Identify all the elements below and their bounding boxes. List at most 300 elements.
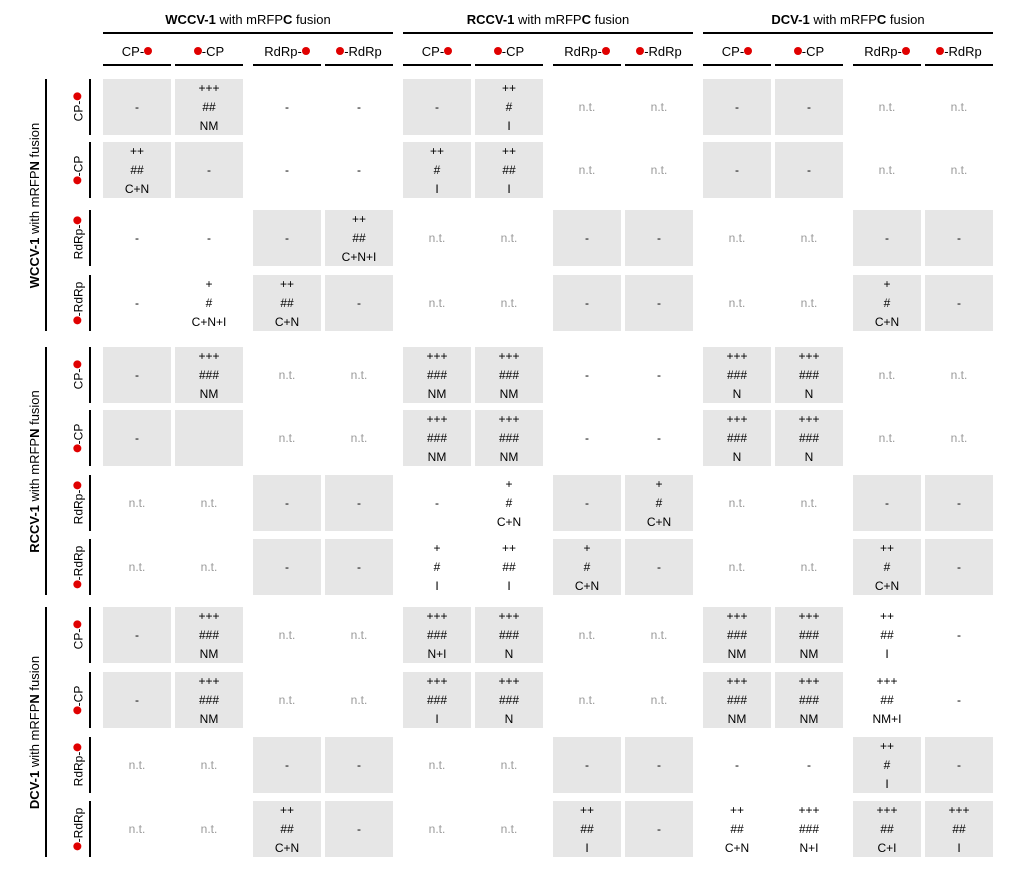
cell-value: + [883, 276, 891, 291]
cell-value: - [585, 367, 589, 382]
cell-value: n.t. [878, 99, 896, 114]
row-header-construct [71, 424, 85, 453]
cell-value: - [885, 230, 889, 245]
matrix-cell [625, 672, 693, 728]
column-group-title [103, 12, 393, 32]
matrix-cell [175, 210, 243, 266]
matrix-cell [175, 672, 243, 728]
matrix-cell [103, 801, 171, 857]
matrix-cell [475, 410, 543, 466]
matrix-cell [175, 539, 243, 595]
matrix-cell [475, 275, 543, 331]
cell-value: # [655, 495, 663, 510]
cell-value: n.t. [200, 559, 218, 574]
cell-value: n.t. [578, 162, 596, 177]
cell-value: + [433, 540, 441, 555]
matrix-cell [325, 737, 393, 793]
matrix-cell [475, 475, 543, 531]
column-group-fusion-word: fusion [590, 12, 630, 27]
row-group-title [27, 655, 42, 808]
cell-value: + [205, 276, 213, 291]
cell-value: - [585, 495, 589, 510]
matrix-cell [325, 142, 393, 198]
cell-value: ## [952, 821, 966, 836]
cell-value: ### [726, 627, 748, 642]
cell-value: - [585, 295, 589, 310]
cell-value: # [433, 162, 441, 177]
cell-value: +++ [498, 673, 520, 688]
column-group-label-text: with mRFP [514, 12, 582, 27]
matrix-cell [403, 672, 471, 728]
matrix-cell [703, 607, 771, 663]
matrix-cell [175, 142, 243, 198]
cell-value: n.t. [950, 367, 968, 382]
cell-value: n.t. [200, 821, 218, 836]
cell-value: n.t. [650, 99, 668, 114]
matrix-cell [703, 210, 771, 266]
cell-value: ++ [579, 802, 594, 817]
column-header-underline [853, 64, 921, 66]
cell-value: C+N [574, 578, 600, 593]
cell-value: NM [499, 449, 519, 464]
cell-value: n.t. [428, 295, 446, 310]
cell-value: ### [798, 430, 820, 445]
matrix-cell [625, 539, 693, 595]
matrix-cell [625, 79, 693, 135]
column-header-construct [853, 44, 921, 64]
cell-value: n.t. [350, 692, 368, 707]
matrix-cell [103, 475, 171, 531]
cell-value: +++ [198, 608, 220, 623]
red-dot-marker-icon [73, 217, 81, 225]
cell-value: N [504, 646, 514, 661]
cell-value: - [135, 367, 139, 382]
cell-value: ### [498, 430, 520, 445]
matrix-cell [853, 275, 921, 331]
cell-value: ## [502, 559, 516, 574]
matrix-cell [553, 672, 621, 728]
cell-value: - [957, 495, 961, 510]
cell-value: C+N [496, 514, 522, 529]
cell-value: N+I [427, 646, 447, 661]
cell-value: - [135, 627, 139, 642]
matrix-cell [253, 79, 321, 135]
matrix-cell [403, 607, 471, 663]
red-dot-marker-icon [794, 47, 802, 55]
matrix-cell [853, 410, 921, 466]
cell-value: +++ [426, 411, 448, 426]
matrix-cell [403, 410, 471, 466]
cell-value: N [504, 711, 514, 726]
row-group-fusion-word: fusion [26, 389, 42, 429]
matrix-cell [925, 142, 993, 198]
cell-value: N+I [799, 840, 819, 855]
column-group-label-text: with mRFP [809, 12, 877, 27]
row-group-fusion-letter: N [26, 693, 42, 704]
cell-value: + [505, 476, 513, 491]
matrix-cell [403, 210, 471, 266]
matrix-cell [553, 347, 621, 403]
cell-value: +++ [948, 802, 970, 817]
cell-value: n.t. [278, 430, 296, 445]
matrix-cell [253, 607, 321, 663]
column-header-underline [625, 64, 693, 66]
construct-prefix: CP- [121, 44, 145, 59]
red-dot-marker-icon [636, 47, 644, 55]
matrix-cell [853, 142, 921, 198]
cell-value: - [285, 757, 289, 772]
row-header-construct [71, 546, 85, 589]
cell-value: - [585, 757, 589, 772]
row-group-divider [45, 347, 47, 595]
matrix-cell [103, 275, 171, 331]
red-dot-marker-icon [73, 316, 81, 324]
cell-value: - [957, 757, 961, 772]
matrix-cell [703, 737, 771, 793]
matrix-cell [253, 801, 321, 857]
cell-value: ### [426, 627, 448, 642]
cell-value: C+N+I [191, 314, 227, 329]
cell-value: +++ [498, 348, 520, 363]
cell-value: +++ [198, 348, 220, 363]
row-group-virus-name: DCV-1 [26, 770, 42, 809]
matrix-cell [625, 275, 693, 331]
cell-value: N [804, 449, 814, 464]
red-dot-marker-icon [73, 93, 81, 101]
column-group-fusion-letter: C [876, 12, 887, 27]
red-dot-marker-icon [73, 621, 81, 629]
cell-value: ### [426, 367, 448, 382]
matrix-cell [325, 210, 393, 266]
cell-value: - [735, 162, 739, 177]
matrix-cell [703, 347, 771, 403]
cell-value: - [207, 162, 211, 177]
construct-prefix: RdRp- [70, 489, 85, 525]
matrix-cell [775, 210, 843, 266]
cell-value: ### [426, 692, 448, 707]
cell-value: C+N [124, 181, 150, 196]
cell-value: n.t. [650, 692, 668, 707]
cell-value: n.t. [200, 495, 218, 510]
cell-value: n.t. [950, 430, 968, 445]
cell-value: n.t. [350, 430, 368, 445]
row-header-divider [89, 737, 91, 793]
row-header-divider [89, 79, 91, 135]
row-header-construct [71, 156, 85, 185]
matrix-cell [775, 347, 843, 403]
cell-value: # [505, 99, 513, 114]
cell-value: ### [498, 627, 520, 642]
cell-value: ### [726, 367, 748, 382]
matrix-cell [625, 347, 693, 403]
cell-value: n.t. [950, 99, 968, 114]
cell-value: - [657, 821, 661, 836]
matrix-cell [403, 347, 471, 403]
cell-value: n.t. [728, 295, 746, 310]
row-header-divider [89, 410, 91, 466]
cell-value: - [285, 230, 289, 245]
red-dot-marker-icon [194, 47, 202, 55]
cell-value: I [507, 181, 511, 196]
construct-suffix: -CP [70, 423, 85, 445]
matrix-cell [325, 607, 393, 663]
matrix-cell [325, 539, 393, 595]
cell-value: ## [202, 99, 216, 114]
cell-value: n.t. [428, 230, 446, 245]
row-group-virus-name: WCCV-1 [26, 237, 42, 288]
construct-suffix: -RdRp [944, 44, 982, 59]
cell-value: ++ [879, 540, 894, 555]
cell-value: NM [199, 646, 219, 661]
cell-value: - [357, 495, 361, 510]
cell-value: I [885, 646, 889, 661]
column-header-underline [553, 64, 621, 66]
cell-value: +++ [198, 673, 220, 688]
cell-value: ### [198, 692, 220, 707]
construct-prefix: CP- [721, 44, 745, 59]
red-dot-marker-icon [494, 47, 502, 55]
column-header-underline [475, 64, 543, 66]
column-group-virus-name: DCV-1 [771, 12, 810, 27]
cell-value: n.t. [500, 230, 518, 245]
matrix-cell [475, 347, 543, 403]
cell-value: C+I [877, 840, 897, 855]
matrix-cell [553, 801, 621, 857]
matrix-cell [103, 737, 171, 793]
red-dot-marker-icon [444, 47, 452, 55]
matrix-cell [325, 347, 393, 403]
cell-value: I [957, 840, 961, 855]
construct-suffix: -CP [501, 44, 525, 59]
matrix-cell [325, 475, 393, 531]
row-header-construct [71, 744, 85, 787]
matrix-cell [853, 347, 921, 403]
row-header-construct [71, 482, 85, 525]
matrix-cell [103, 210, 171, 266]
cell-value: # [883, 295, 891, 310]
matrix-cell [553, 79, 621, 135]
cell-value: C+N [274, 314, 300, 329]
cell-value: - [285, 495, 289, 510]
matrix-cell [253, 410, 321, 466]
cell-value: n.t. [128, 559, 146, 574]
construct-suffix: -CP [801, 44, 825, 59]
matrix-cell [175, 347, 243, 403]
row-header-construct [71, 93, 85, 122]
matrix-cell [553, 475, 621, 531]
cell-value: n.t. [578, 627, 596, 642]
cell-value: C+N+I [341, 249, 377, 264]
cell-value: - [135, 99, 139, 114]
column-group-fusion-letter: C [581, 12, 591, 27]
cell-value: N [732, 449, 742, 464]
cell-value: C+N [874, 578, 900, 593]
cell-value: n.t. [128, 821, 146, 836]
matrix-cell [175, 79, 243, 135]
cell-value: - [357, 162, 361, 177]
row-group-fusion-letter: N [26, 428, 42, 438]
matrix-cell [703, 672, 771, 728]
cell-value: +++ [726, 673, 748, 688]
cell-value: I [885, 776, 889, 791]
matrix-cell [103, 672, 171, 728]
cell-value: n.t. [800, 295, 818, 310]
matrix-cell [553, 142, 621, 198]
cell-value: - [135, 692, 139, 707]
column-group-divider [103, 32, 393, 34]
column-header-construct [175, 44, 243, 64]
matrix-cell [703, 142, 771, 198]
cell-value: - [657, 230, 661, 245]
matrix-cell [475, 737, 543, 793]
cell-value: ### [798, 627, 820, 642]
cell-value: - [357, 295, 361, 310]
matrix-cell [853, 801, 921, 857]
row-header-divider [89, 142, 91, 198]
cell-value: ++ [279, 276, 294, 291]
column-header-construct [925, 44, 993, 64]
column-header-construct [553, 44, 621, 64]
cell-value: # [883, 559, 891, 574]
cell-value: I [435, 578, 439, 593]
matrix-cell [175, 410, 243, 466]
matrix-cell [775, 607, 843, 663]
cell-value: ### [726, 692, 748, 707]
matrix-cell [775, 410, 843, 466]
cell-value: ### [498, 367, 520, 382]
matrix-cell [103, 539, 171, 595]
row-header-construct [71, 282, 85, 325]
matrix-cell [775, 801, 843, 857]
cell-value: +++ [798, 348, 820, 363]
matrix-cell [175, 801, 243, 857]
red-dot-marker-icon [744, 47, 752, 55]
matrix-cell [853, 210, 921, 266]
matrix-cell [553, 210, 621, 266]
row-header-divider [89, 801, 91, 857]
cell-value: ## [352, 230, 366, 245]
cell-value: NM+I [872, 711, 902, 726]
cell-value: - [285, 162, 289, 177]
construct-prefix: RdRp- [564, 44, 602, 59]
row-group-divider [45, 79, 47, 331]
column-header-underline [325, 64, 393, 66]
cell-value: + [583, 540, 591, 555]
construct-prefix: CP- [70, 368, 85, 390]
construct-prefix: CP- [70, 100, 85, 122]
column-header-underline [703, 64, 771, 66]
matrix-cell [553, 539, 621, 595]
cell-value: - [585, 430, 589, 445]
cell-value: NM [199, 118, 219, 133]
cell-value: n.t. [728, 495, 746, 510]
cell-value: N [804, 386, 814, 401]
cell-value: n.t. [350, 627, 368, 642]
cell-value: +++ [798, 608, 820, 623]
cell-value: n.t. [278, 627, 296, 642]
red-dot-marker-icon [936, 47, 944, 55]
cell-value: - [357, 821, 361, 836]
matrix-cell [175, 475, 243, 531]
row-header-divider [89, 210, 91, 266]
cell-value: +++ [198, 80, 220, 95]
cell-value: n.t. [128, 757, 146, 772]
cell-value: - [285, 559, 289, 574]
column-header-construct [403, 44, 471, 64]
cell-value: +++ [426, 348, 448, 363]
matrix-cell [175, 607, 243, 663]
matrix-cell [775, 79, 843, 135]
cell-value: NM [427, 386, 447, 401]
cell-value: n.t. [878, 162, 896, 177]
cell-value: - [435, 495, 439, 510]
matrix-cell [853, 672, 921, 728]
column-header-construct [475, 44, 543, 64]
matrix-cell [625, 210, 693, 266]
matrix-cell [253, 347, 321, 403]
matrix-cell [253, 672, 321, 728]
construct-suffix: -CP [70, 685, 85, 707]
matrix-cell [403, 539, 471, 595]
row-header-construct [71, 621, 85, 650]
red-dot-marker-icon [73, 842, 81, 850]
cell-value: - [885, 495, 889, 510]
cell-value: ++ [279, 802, 294, 817]
matrix-cell [553, 275, 621, 331]
column-header-underline [253, 64, 321, 66]
red-dot-marker-icon [73, 361, 81, 369]
matrix-cell [553, 737, 621, 793]
matrix-cell [925, 801, 993, 857]
cell-value: ## [130, 162, 144, 177]
cell-value: ### [726, 430, 748, 445]
cell-value: NM [727, 711, 747, 726]
cell-value: I [507, 578, 511, 593]
column-group-fusion-word: fusion [292, 12, 331, 27]
matrix-cell [253, 275, 321, 331]
cell-value: +++ [726, 348, 748, 363]
construct-prefix: CP- [421, 44, 445, 59]
matrix-cell [475, 210, 543, 266]
matrix-cell [403, 737, 471, 793]
construct-suffix: -CP [70, 155, 85, 177]
matrix-cell [775, 142, 843, 198]
cell-value: ### [798, 692, 820, 707]
cell-value: # [583, 559, 591, 574]
cell-value: I [507, 118, 511, 133]
matrix-cell [925, 475, 993, 531]
cell-value: - [957, 559, 961, 574]
cell-value: - [135, 295, 139, 310]
cell-value: n.t. [650, 627, 668, 642]
row-header-divider [89, 275, 91, 331]
column-header-underline [175, 64, 243, 66]
cell-value: n.t. [728, 559, 746, 574]
cell-value: +++ [876, 802, 898, 817]
cell-value: - [585, 230, 589, 245]
cell-value: ### [798, 367, 820, 382]
cell-value: +++ [798, 802, 820, 817]
matrix-cell [325, 672, 393, 728]
cell-value: - [657, 295, 661, 310]
column-group-fusion-letter: C [283, 12, 293, 27]
row-header-divider [89, 347, 91, 403]
column-header-underline [403, 64, 471, 66]
column-group-fusion-word: fusion [886, 12, 925, 27]
matrix-cell [925, 79, 993, 135]
matrix-cell [325, 79, 393, 135]
cell-value: + [655, 476, 663, 491]
